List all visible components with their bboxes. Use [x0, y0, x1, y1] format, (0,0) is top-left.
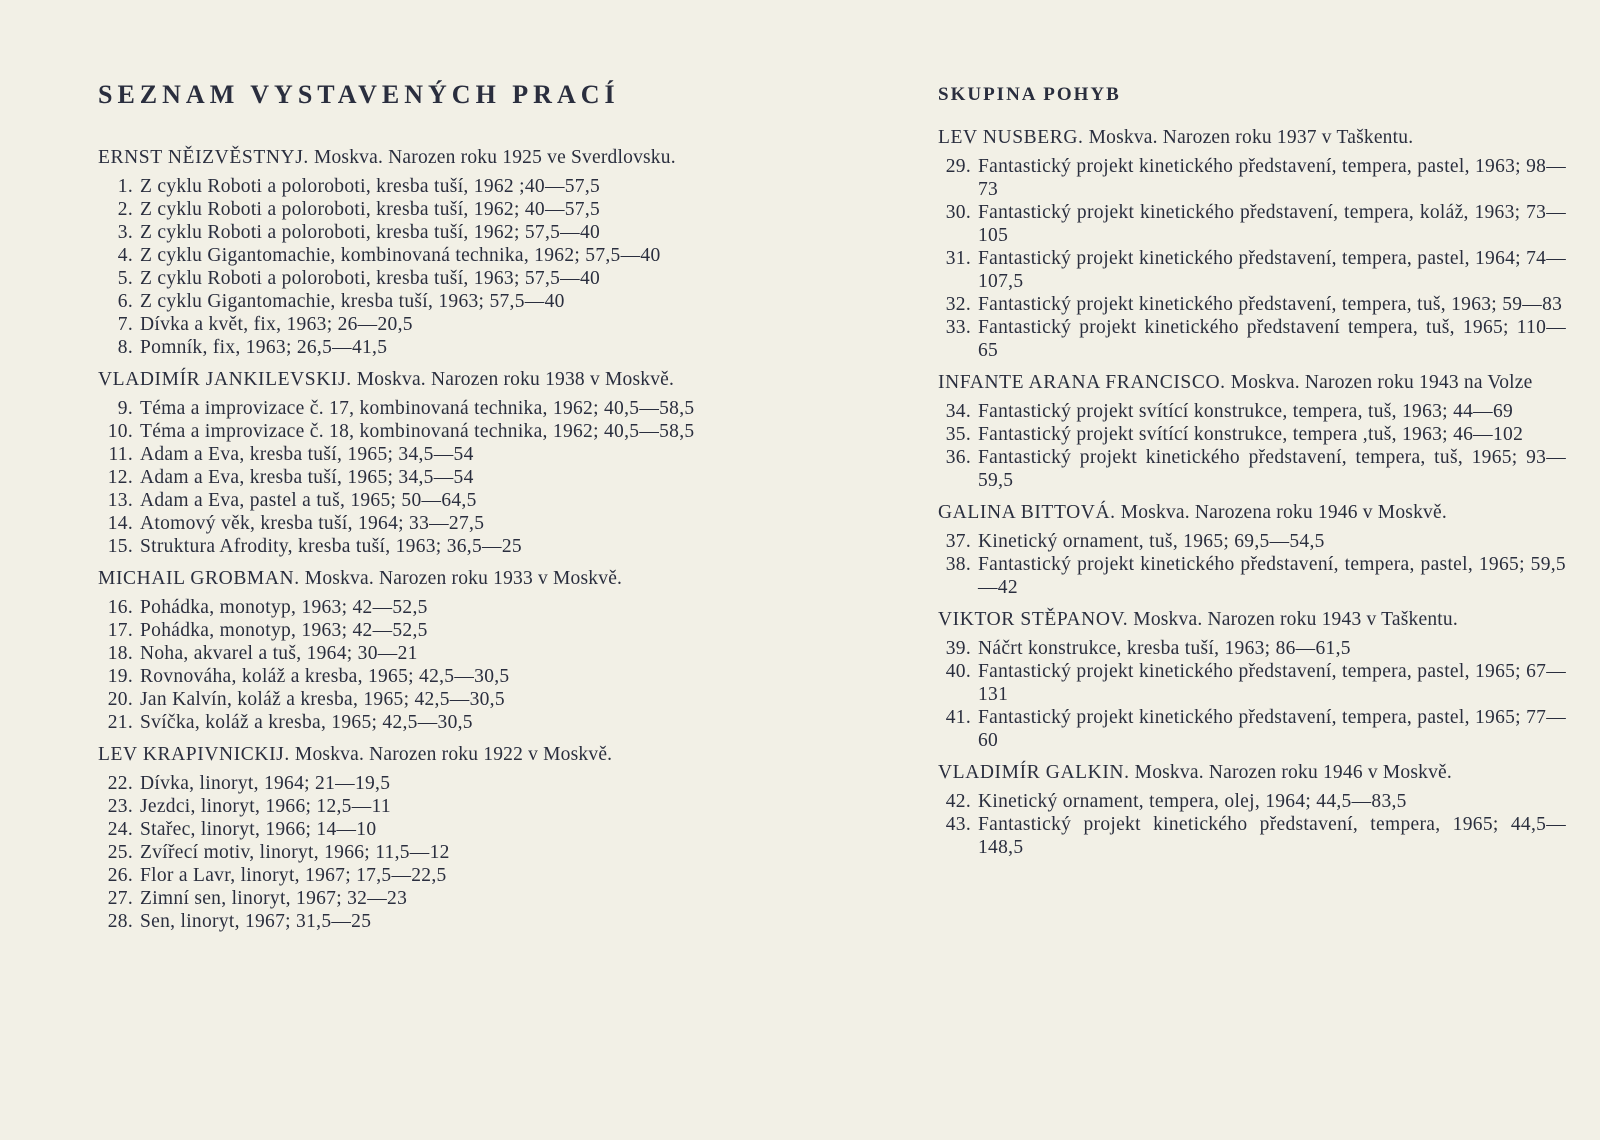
list-item	[98, 535, 728, 558]
work-description: Fantastický projekt kinetického představení, tempera, pastel, 1965; 67—131	[978, 661, 1566, 705]
work-description: Fantastický projekt svítící konstrukce, tempera, tuš, 1963; 44—69	[978, 401, 1514, 422]
artist-bio: Moskva. Narozen roku 1933 v Moskvě.	[304, 568, 623, 589]
work-description: Zvířecí motiv, linoryt, 1966; 11,5—12	[140, 842, 450, 863]
work-description: Z cyklu Gigantomachie, kombinovaná technika, 1962; 57,5—40	[140, 245, 661, 266]
work-number: 29.	[945, 156, 971, 177]
work-description: Struktura Afrodity, kresba tuší, 1963; 36,5—25	[140, 536, 522, 557]
work-description: Dívka, linoryt, 1964; 21—19,5	[140, 773, 391, 794]
artist-bio: Moskva. Narozen roku 1943 na Volze	[1230, 372, 1533, 393]
work-description: Fantastický projekt kinetického představení, tempera, tuš, 1963; 59—83	[978, 294, 1563, 315]
work-number: 35.	[945, 424, 971, 445]
work-number: 6.	[117, 291, 133, 312]
work-description: Fantastický projekt kinetického představení tempera, tuš, 1965; 110—65	[978, 317, 1566, 361]
work-number: 9.	[117, 398, 133, 419]
artist-heading	[98, 146, 728, 169]
artist-heading	[98, 368, 728, 391]
artist-name: ERNST NĚIZVĚSTNYJ.	[98, 147, 309, 168]
list-item	[98, 267, 728, 290]
list-item	[98, 420, 728, 443]
artist-bio: Moskva. Narozen roku 1925 ve Sverdlovsku.	[313, 147, 676, 168]
work-number: 8.	[117, 337, 133, 358]
work-number: 26.	[107, 865, 133, 886]
list-item	[938, 790, 1566, 813]
work-description: Jezdci, linoryt, 1966; 12,5—11	[140, 796, 391, 817]
page-title: SEZNAM VYSTAVENÝCH PRACÍ	[98, 80, 620, 109]
work-number: 18.	[107, 643, 133, 664]
artist-bio: Moskva. Narozena roku 1946 v Moskvě.	[1120, 502, 1447, 523]
list-item	[938, 530, 1566, 553]
artist-name: VLADIMÍR GALKIN.	[938, 762, 1130, 783]
right-artists	[938, 126, 1566, 859]
works-list	[938, 637, 1566, 752]
work-description: Fantastický projekt kinetického představení, tempera, 1965; 44,5—148,5	[978, 814, 1566, 858]
work-description: Pohádka, monotyp, 1963; 42—52,5	[140, 620, 428, 641]
list-item	[98, 795, 728, 818]
work-number: 21.	[107, 712, 133, 733]
list-item	[98, 175, 728, 198]
group-title: SKUPINA POHYB	[938, 84, 1121, 105]
list-item	[98, 198, 728, 221]
work-number: 24.	[107, 819, 133, 840]
artist-heading	[938, 371, 1566, 394]
work-number: 32.	[945, 294, 971, 315]
work-description: Fantastický projekt svítící konstrukce, tempera ,tuš, 1963; 46—102	[978, 424, 1524, 445]
list-item	[98, 688, 728, 711]
work-number: 43.	[945, 814, 971, 835]
artist-name: VIKTOR STĚPANOV.	[938, 609, 1129, 630]
work-number: 27.	[107, 888, 133, 909]
list-item	[98, 841, 728, 864]
work-number: 16.	[107, 597, 133, 618]
work-number: 17.	[107, 620, 133, 641]
work-description: Flor a Lavr, linoryt, 1967; 17,5—22,5	[140, 865, 447, 886]
artist-name: LEV NUSBERG.	[938, 127, 1084, 148]
work-description: Dívka a květ, fix, 1963; 26—20,5	[140, 314, 413, 335]
list-item	[98, 244, 728, 267]
list-item	[98, 910, 728, 933]
work-number: 31.	[945, 248, 971, 269]
work-description: Svíčka, koláž a kresba, 1965; 42,5—30,5	[140, 712, 473, 733]
left-column	[98, 80, 728, 942]
list-item	[938, 247, 1566, 293]
work-description: Kinetický ornament, tuš, 1965; 69,5—54,5	[978, 531, 1325, 552]
list-item	[938, 706, 1566, 752]
work-number: 11.	[108, 444, 133, 465]
work-number: 42.	[945, 791, 971, 812]
artist-bio: Moskva. Narozen roku 1922 v Moskvě.	[294, 744, 613, 765]
artist-bio: Moskva. Narozen roku 1938 v Moskvě.	[356, 369, 675, 390]
left-artists	[98, 146, 728, 933]
list-item	[938, 813, 1566, 859]
work-description: Pomník, fix, 1963; 26,5—41,5	[140, 337, 388, 358]
artist-name: GALINA BITTOVÁ.	[938, 502, 1116, 523]
work-number: 37.	[945, 531, 971, 552]
list-item	[98, 512, 728, 535]
artist-bio: Moskva. Narozen roku 1943 v Taškentu.	[1133, 609, 1458, 630]
work-description: Téma a improvizace č. 18, kombinovaná technika, 1962; 40,5—58,5	[140, 421, 695, 442]
artist-heading	[98, 743, 728, 766]
work-number: 40.	[945, 661, 971, 682]
work-description: Adam a Eva, pastel a tuš, 1965; 50—64,5	[140, 490, 477, 511]
works-list	[938, 400, 1566, 492]
list-item	[98, 818, 728, 841]
work-number: 30.	[945, 202, 971, 223]
work-description: Fantastický projekt kinetického představení, tempera, tuš, 1965; 93—59,5	[978, 447, 1566, 491]
list-item	[98, 596, 728, 619]
work-number: 13.	[107, 490, 133, 511]
list-item	[98, 619, 728, 642]
list-item	[98, 313, 728, 336]
artist-name: LEV KRAPIVNICKIJ.	[98, 744, 290, 765]
work-number: 39.	[945, 638, 971, 659]
work-description: Náčrt konstrukce, kresba tuší, 1963; 86—61,5	[978, 638, 1351, 659]
list-item	[98, 711, 728, 734]
list-item	[938, 316, 1566, 362]
list-item	[938, 446, 1566, 492]
work-number: 10.	[107, 421, 133, 442]
list-item	[98, 290, 728, 313]
work-description: Z cyklu Roboti a poloroboti, kresba tuší, 1962; 40—57,5	[140, 199, 601, 220]
list-item	[98, 642, 728, 665]
works-list	[98, 175, 728, 359]
list-item	[98, 665, 728, 688]
work-description: Z cyklu Gigantomachie, kresba tuší, 1963; 57,5—40	[140, 291, 565, 312]
work-description: Fantastický projekt kinetického představení, tempera, koláž, 1963; 73—105	[978, 202, 1566, 246]
work-description: Z cyklu Roboti a poloroboti, kresba tuší, 1962; 57,5—40	[140, 222, 601, 243]
artist-heading	[98, 567, 728, 590]
work-number: 36.	[945, 447, 971, 468]
list-item	[938, 201, 1566, 247]
work-description: Kinetický ornament, tempera, olej, 1964; 44,5—83,5	[978, 791, 1407, 812]
list-item	[98, 336, 728, 359]
works-list	[98, 397, 728, 558]
list-item	[938, 423, 1566, 446]
work-number: 33.	[945, 317, 971, 338]
work-description: Zimní sen, linoryt, 1967; 32—23	[140, 888, 408, 909]
work-description: Noha, akvarel a tuš, 1964; 30—21	[140, 643, 418, 664]
work-number: 1.	[117, 176, 133, 197]
work-description: Pohádka, monotyp, 1963; 42—52,5	[140, 597, 428, 618]
work-number: 14.	[107, 513, 133, 534]
work-number: 12.	[107, 467, 133, 488]
works-list	[938, 530, 1566, 599]
work-number: 4.	[117, 245, 133, 266]
artist-name: MICHAIL GROBMAN.	[98, 568, 300, 589]
work-number: 28.	[107, 911, 133, 932]
work-number: 5.	[117, 268, 133, 289]
work-number: 23.	[107, 796, 133, 817]
work-description: Adam a Eva, kresba tuší, 1965; 34,5—54	[140, 444, 474, 465]
work-description: Z cyklu Roboti a poloroboti, kresba tuší, 1962 ;40—57,5	[140, 176, 601, 197]
work-number: 15.	[107, 536, 133, 557]
work-number: 22.	[107, 773, 133, 794]
list-item	[98, 489, 728, 512]
work-description: Fantastický projekt kinetického představení, tempera, pastel, 1964; 74—107,5	[978, 248, 1566, 292]
list-item	[938, 553, 1566, 599]
works-list	[938, 790, 1566, 859]
work-number: 34.	[945, 401, 971, 422]
work-number: 3.	[117, 222, 133, 243]
work-description: Jan Kalvín, koláž a kresba, 1965; 42,5—30,5	[140, 689, 505, 710]
work-number: 41.	[945, 707, 971, 728]
artist-bio: Moskva. Narozen roku 1937 v Taškentu.	[1088, 127, 1414, 148]
list-item	[98, 864, 728, 887]
work-number: 7.	[117, 314, 133, 335]
work-description: Adam a Eva, kresba tuší, 1965; 34,5—54	[140, 467, 474, 488]
list-item	[938, 293, 1566, 316]
list-item	[98, 466, 728, 489]
work-description: Téma a improvizace č. 17, kombinovaná technika, 1962; 40,5—58,5	[140, 398, 695, 419]
work-number: 2.	[117, 199, 133, 220]
right-column	[938, 84, 1566, 868]
work-number: 19.	[107, 666, 133, 687]
works-list	[938, 155, 1566, 362]
artist-heading	[938, 608, 1566, 631]
list-item	[98, 221, 728, 244]
work-description: Sen, linoryt, 1967; 31,5—25	[140, 911, 372, 932]
work-description: Fantastický projekt kinetického představení, tempera, pastel, 1963; 98—73	[978, 156, 1566, 200]
work-description: Z cyklu Roboti a poloroboti, kresba tuší, 1963; 57,5—40	[140, 268, 601, 289]
artist-heading	[938, 761, 1566, 784]
work-number: 20.	[107, 689, 133, 710]
list-item	[938, 155, 1566, 201]
artist-name: INFANTE ARANA FRANCISCO.	[938, 372, 1226, 393]
list-item	[938, 660, 1566, 706]
artist-heading	[938, 501, 1566, 524]
right-page	[800, 0, 1600, 1140]
work-description: Rovnováha, koláž a kresba, 1965; 42,5—30,5	[140, 666, 510, 687]
list-item	[938, 637, 1566, 660]
works-list	[98, 772, 728, 933]
work-description: Stařec, linoryt, 1966; 14—10	[140, 819, 377, 840]
artist-name: VLADIMÍR JANKILEVSKIJ.	[98, 369, 352, 390]
work-number: 38.	[945, 554, 971, 575]
works-list	[98, 596, 728, 734]
work-description: Atomový věk, kresba tuší, 1964; 33—27,5	[140, 513, 485, 534]
list-item	[98, 397, 728, 420]
list-item	[98, 887, 728, 910]
work-description: Fantastický projekt kinetického představení, tempera, pastel, 1965; 59,5—42	[978, 554, 1566, 598]
list-item	[98, 443, 728, 466]
artist-heading	[938, 126, 1566, 149]
work-number: 25.	[107, 842, 133, 863]
list-item	[98, 772, 728, 795]
artist-bio: Moskva. Narozen roku 1946 v Moskvě.	[1134, 762, 1452, 783]
list-item	[938, 400, 1566, 423]
work-description: Fantastický projekt kinetického představení, tempera, pastel, 1965; 77—60	[978, 707, 1566, 751]
